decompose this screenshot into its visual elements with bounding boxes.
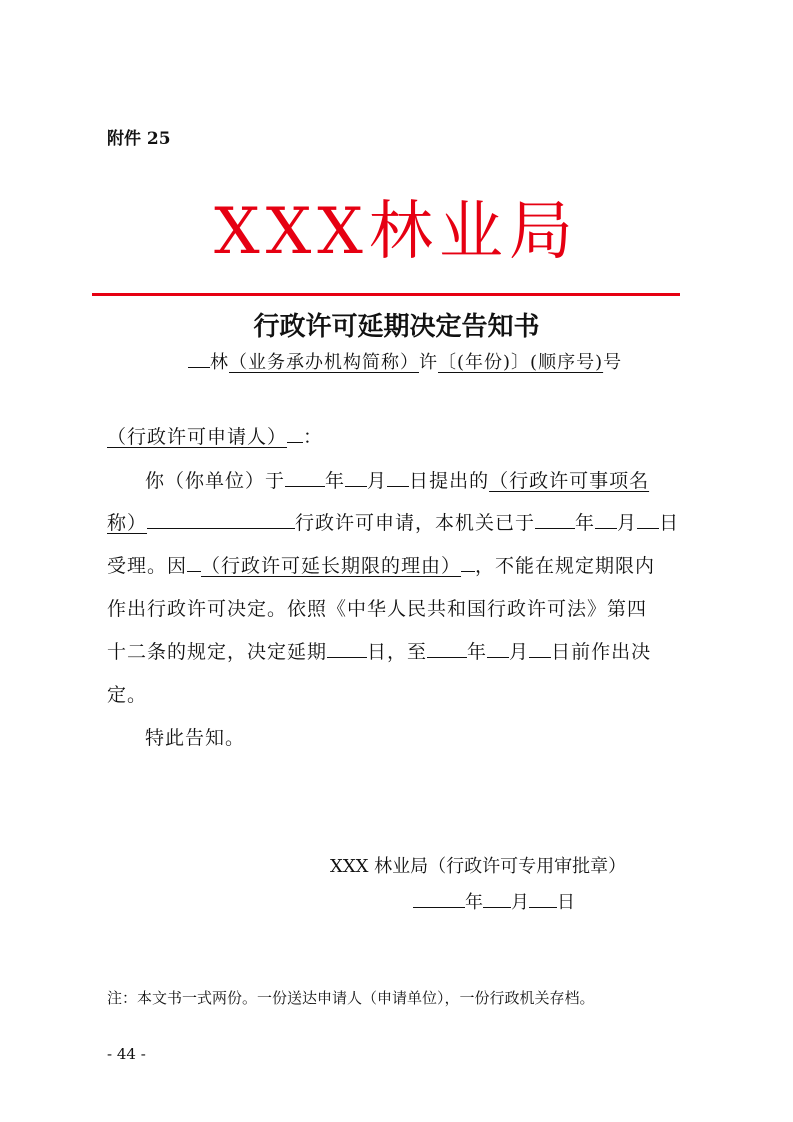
body-line-1: 你（你单位）于 年 月 日提出的（行政许可事项名 — [145, 470, 650, 492]
document-title: 行政许可延期决定告知书 — [253, 312, 540, 342]
red-divider — [92, 293, 680, 296]
footnote: 注：本文书一式两份。一份送达申请人（申请单位），一份行政机关存档。 — [107, 989, 595, 1007]
body-line-5: 十二条的规定，决定延期 日，至 年 月 日前作出决 — [107, 641, 652, 663]
org-header: XXX林业局 — [214, 195, 579, 269]
issue-date: 年 月 日 — [413, 888, 575, 914]
addressee-line: （行政许可申请人） ： — [107, 426, 324, 448]
body-line-6: 定。 — [107, 684, 148, 706]
attachment-label: 附件 25 — [107, 129, 171, 149]
body-line-3: 受理。因 （行政许可延长期限的理由） ，不能在规定期限内 — [107, 555, 656, 577]
addressee: （行政许可申请人） — [107, 426, 288, 448]
closing-remark: 特此告知。 — [145, 727, 246, 749]
body-line-2: 称） 行政许可申请，本机关已于 年 月 日 — [107, 512, 680, 534]
issuer-signature: XXX 林业局（行政许可专用审批章） — [330, 856, 627, 877]
page-number: - 44 - — [107, 1045, 146, 1063]
document-number: 林（业务承办机构简称）许〔(年份)〕(顺序号)号 — [188, 348, 622, 374]
body-line-4: 作出行政许可决定。依照《中华人民共和国行政许可法》第四 — [107, 598, 648, 620]
